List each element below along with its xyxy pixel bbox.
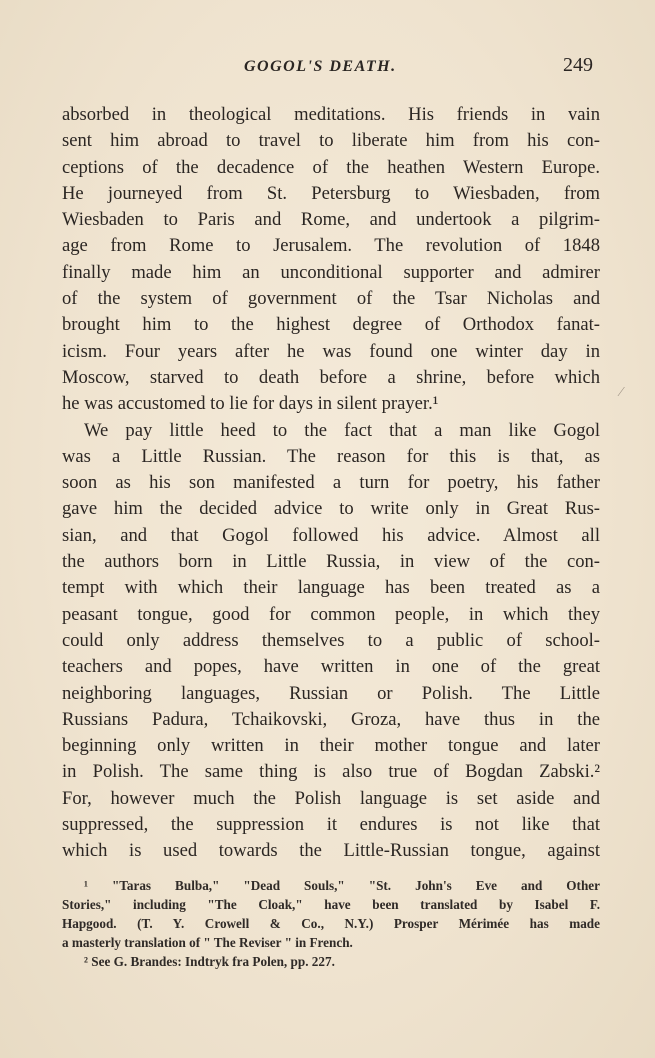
body-line: Russians Padura, Tchaikovski, Groza, have thus in the: [62, 708, 600, 730]
body-line: teachers and popes, have written in one of the great: [62, 656, 600, 678]
body-line: sent him abroad to travel to liberate him from his con-: [62, 130, 600, 152]
footnote-line: ² See G. Brandes: Indtryk fra Polen, pp. 227.: [84, 954, 335, 969]
body-text: [62, 102, 600, 865]
body-line: beginning only written in their mother tongue and later: [62, 735, 600, 757]
body-line: ceptions of the decadence of the heathen Western Europe.: [62, 156, 600, 178]
footnote-line: Hapgood. (T. Y. Crowell & Co., N.Y.) Prosper Mérimée has made: [62, 916, 600, 931]
body-line: finally made him an unconditional supporter and admirer: [62, 261, 600, 283]
body-line: age from Rome to Jerusalem. The revolution of 1848: [62, 235, 600, 257]
body-line: For, however much the Polish language is set aside and: [62, 787, 600, 809]
body-line: neighboring languages, Russian or Polish. The Little: [62, 682, 600, 704]
body-line: He journeyed from St. Petersburg to Wiesbaden, from: [62, 182, 600, 204]
body-line: could only address themselves to a public of school-: [62, 629, 600, 651]
pencil-mark-icon: ⁄: [620, 385, 623, 400]
body-line: he was accustomed to lie for days in silent prayer.¹: [62, 393, 439, 415]
page-number: 249: [563, 54, 593, 76]
body-line: Moscow, starved to death before a shrine, before which: [62, 366, 600, 388]
footnote-line: Stories," including "The Cloak," have been translated by Isabel F.: [62, 897, 600, 912]
body-line: brought him to the highest degree of Orthodox fanat-: [62, 314, 600, 336]
body-line: peasant tongue, good for common people, in which they: [62, 603, 600, 625]
body-line: gave him the decided advice to write only in Great Rus-: [62, 498, 600, 520]
footnote-line: a masterly translation of " The Reviser " in French.: [62, 935, 353, 950]
body-line: soon as his son manifested a turn for poetry, his father: [62, 472, 600, 494]
body-line: icism. Four years after he was found one winter day in: [62, 340, 600, 362]
body-line: sian, and that Gogol followed his advice. Almost all: [62, 524, 600, 546]
body-line: suppressed, the suppression it endures is not like that: [62, 814, 600, 836]
body-line: was a Little Russian. The reason for this is that, as: [62, 445, 600, 467]
body-line: which is used towards the Little-Russian tongue, against: [62, 840, 600, 862]
body-line: Wiesbaden to Paris and Rome, and undertook a pilgrim-: [62, 209, 600, 231]
body-line: of the system of government of the Tsar Nicholas and: [62, 288, 600, 310]
body-line: We pay little heed to the fact that a man like Gogol: [84, 419, 600, 441]
footnote-line: ¹ "Taras Bulba," "Dead Souls," "St. John's Eve and Other: [84, 878, 600, 893]
body-line: the authors born in Little Russia, in view of the con-: [62, 551, 600, 573]
footnotes: [62, 876, 600, 971]
body-line: tempt with which their language has been treated as a: [62, 577, 600, 599]
body-line: absorbed in theological meditations. His friends in vain: [62, 104, 600, 125]
running-title: GOGOL'S DEATH.: [244, 58, 397, 75]
running-head: [0, 56, 655, 82]
body-line: in Polish. The same thing is also true of Bogdan Zabski.²: [62, 761, 600, 783]
